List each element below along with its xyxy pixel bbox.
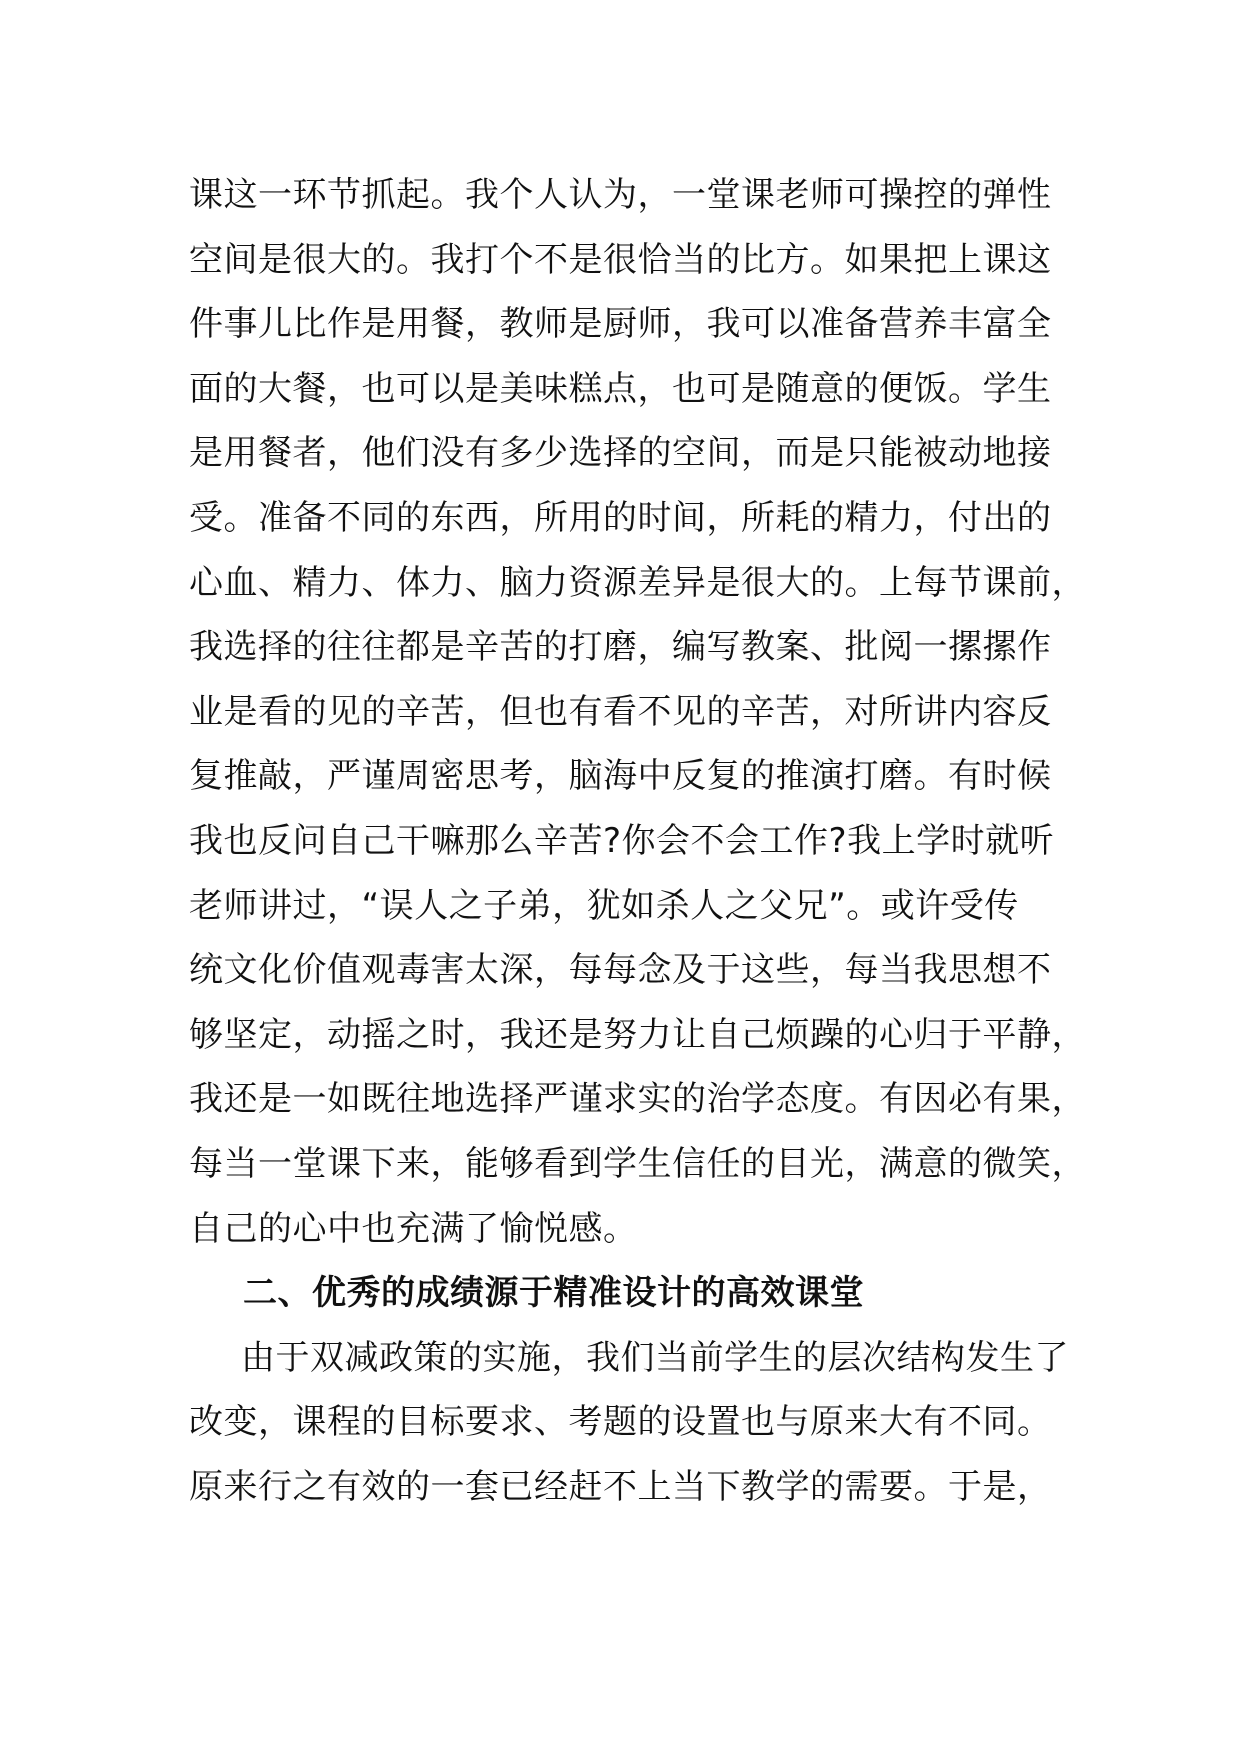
- body-line: 心血、精力、体力、脑力资源差异是很大的。上每节课前，: [189, 562, 1086, 603]
- section-heading: 二、优秀的成绩源于精准设计的高效课堂: [243, 1273, 864, 1314]
- body-line: 我也反问自己干嘛那么辛苦?你会不会工作?我上学时就听: [189, 820, 1055, 861]
- body-line: 够坚定，动摇之时，我还是努力让自己烦躁的心归于平静，: [189, 1014, 1086, 1055]
- body-line: 统文化价值观毒害太深，每每念及于这些，每当我思想不: [189, 950, 1052, 991]
- body-line: 我还是一如既往地选择严谨求实的治学态度。有因必有果，: [189, 1079, 1086, 1120]
- body-line: 空间是很大的。我打个不是很恰当的比方。如果把上课这: [189, 239, 1052, 280]
- body-line: 受。准备不同的东西，所用的时间，所耗的精力，付出的: [189, 497, 1052, 538]
- body-line: 面的大餐，也可以是美味糕点，也可是随意的便饭。学生: [189, 368, 1052, 409]
- body-line: 由于双减政策的实施，我们当前学生的层次结构发生了: [241, 1337, 1069, 1378]
- document-body: [189, 163, 1086, 1519]
- body-line: 件事儿比作是用餐，教师是厨师，我可以准备营养丰富全: [189, 304, 1052, 345]
- body-line: 业是看的见的辛苦，但也有看不见的辛苦，对所讲内容反: [189, 691, 1052, 732]
- body-line: 复推敲，严谨周密思考，脑海中反复的推演打磨。有时候: [189, 756, 1052, 797]
- body-line: 我选择的往往都是辛苦的打磨，编写教案、批阅一摞摞作: [189, 627, 1052, 668]
- body-line: 改变，课程的目标要求、考题的设置也与原来大有不同。: [189, 1402, 1052, 1443]
- body-line: 每当一堂课下来，能够看到学生信任的目光，满意的微笑，: [189, 1143, 1086, 1184]
- body-line: 是用餐者，他们没有多少选择的空间，而是只能被动地接: [189, 433, 1052, 474]
- body-line: 老师讲过，“误人之子弟，犹如杀人之父兄”。或许受传: [189, 885, 1019, 926]
- body-line: 课这一环节抓起。我个人认为，一堂课老师可操控的弹性: [189, 175, 1052, 215]
- body-line: 自己的心中也充满了愉悦感。: [189, 1208, 638, 1249]
- body-line: 原来行之有效的一套已经赶不上当下教学的需要。于是，: [189, 1466, 1052, 1507]
